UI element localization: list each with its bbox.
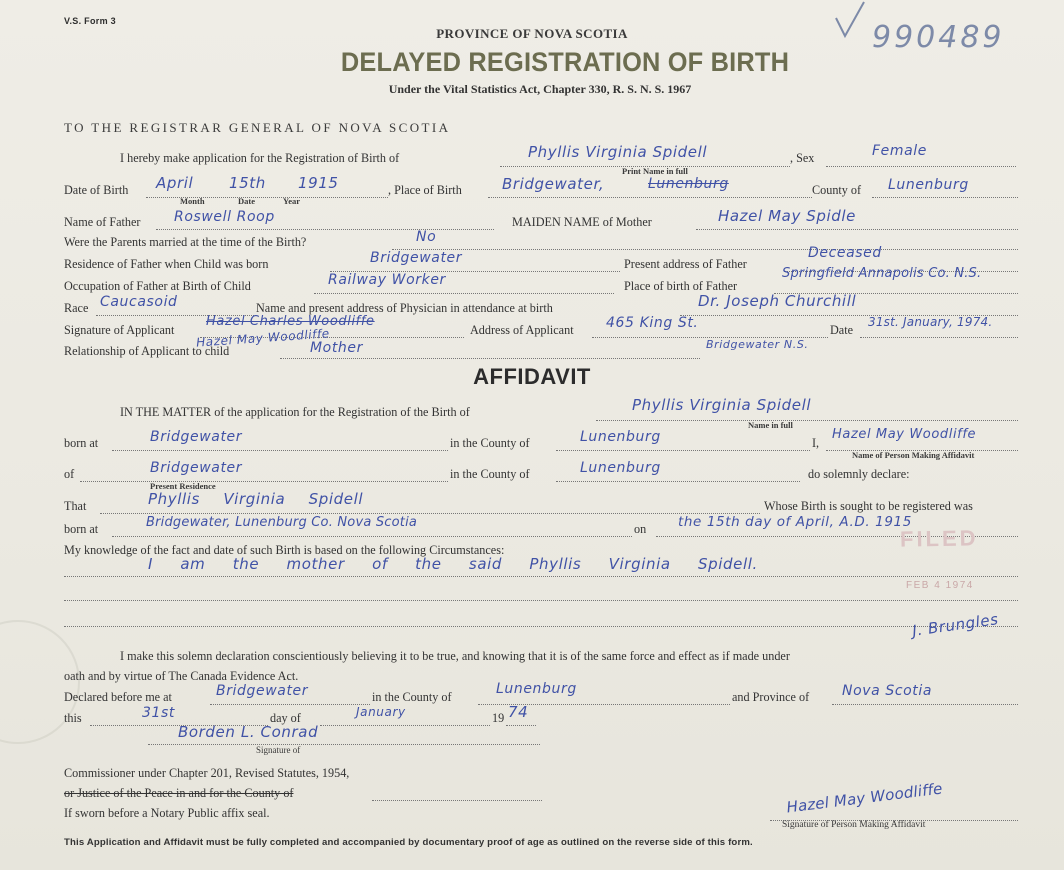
declared-at-line <box>210 704 370 705</box>
present-addr-value: Deceased <box>808 245 882 261</box>
father-label: Name of Father <box>64 215 141 229</box>
person-value: Hazel May Woodliffe <box>832 427 977 442</box>
form-title: DELAYED REGISTRATION OF BIRTH <box>340 47 790 77</box>
dob-month-value: April <box>156 174 194 192</box>
county-value-3: Lunenburg <box>580 460 661 476</box>
county-line <box>872 197 1018 198</box>
affidavit-heading: AFFIDAVIT <box>473 364 591 389</box>
married-value: No <box>416 229 437 245</box>
matter-line <box>596 420 1018 421</box>
province-label: and Province of <box>732 690 810 704</box>
form-number: V.S. Form 3 <box>64 16 116 26</box>
matter-child-value: Phyllis Virginia Spidell <box>632 396 812 414</box>
residence-hint: Present Residence <box>150 481 216 491</box>
notary-text: If sworn before a Notary Public affix seal. <box>64 806 270 820</box>
race-value: Caucasoid <box>100 294 178 310</box>
commissioner-text-1: Commissioner under Chapter 201, Revised Statutes, 1954, <box>64 766 350 780</box>
circumstance-line-2 <box>64 600 1018 601</box>
married-label: Were the Parents married at the time of the Birth? <box>64 235 307 249</box>
declared-county-value: Lunenburg <box>496 681 577 697</box>
name-in-full-hint: Name in full <box>748 420 793 430</box>
year-line <box>506 725 536 726</box>
province-line <box>832 704 1018 705</box>
margin-signature: J. Brungles <box>911 610 1000 640</box>
res-father-value: Bridgewater <box>370 250 463 266</box>
circumstance-line-1 <box>64 576 1018 577</box>
print-name-hint: Print Name in full <box>622 166 688 176</box>
county-label-3: in the County of <box>450 467 530 481</box>
born-at-label-2: born at <box>64 522 99 536</box>
of-label: of <box>64 467 75 481</box>
that-name-value: Phyllis Virginia Spidell <box>148 490 364 508</box>
addr-applicant-value-2: Bridgewater N.S. <box>706 338 809 351</box>
father-line <box>156 229 494 230</box>
footer-note: This Application and Affidavit must be fully completed and accompanied by documentary proof of age as outlined on the reverse side of this form. <box>64 837 753 848</box>
circumstance-value: I am the mother of the said Phyllis Virginia Spidell. <box>148 555 758 573</box>
province-value: Nova Scotia <box>842 683 933 699</box>
place-birth-father-value: Springfield Annapolis Co. N.S. <box>782 266 982 281</box>
addr-applicant-value: 465 King St. <box>606 315 699 331</box>
commissioner-county-line <box>372 800 542 801</box>
dob-label: Date of Birth <box>64 183 129 197</box>
res-father-label: Residence of Father when Child was born <box>64 257 269 271</box>
born-at-line <box>112 450 448 451</box>
apply-label: I hereby make application for the Registration of Birth of <box>120 151 400 165</box>
relationship-value: Mother <box>310 340 363 356</box>
occupation-line <box>314 293 614 294</box>
matter-label: IN THE MATTER of the application for the Registration of the Birth of <box>120 405 470 419</box>
commissioner-sig-line <box>148 744 540 745</box>
sig-applicant-label: Signature of Applicant <box>64 323 175 337</box>
pob-line <box>488 197 812 198</box>
registration-number: 990489 <box>872 20 1005 55</box>
mother-value: Hazel May Spidle <box>718 207 857 225</box>
date-label: Date <box>830 323 854 337</box>
county-value-2: Lunenburg <box>580 429 661 445</box>
month-hint: Month <box>180 196 205 206</box>
county-label: County of <box>812 183 862 197</box>
month-line <box>320 725 490 726</box>
month-value: January <box>356 705 406 719</box>
date-value: 31st. January, 1974. <box>868 315 993 329</box>
signature-of-hint: Signature of <box>256 745 301 755</box>
residence-value: Bridgewater <box>150 460 243 476</box>
circumstance-line-3 <box>64 626 1018 627</box>
mother-label: MAIDEN NAME of Mother <box>512 215 652 229</box>
physician-value: Dr. Joseph Churchill <box>698 292 857 310</box>
dob-date-value: 15th <box>229 174 266 192</box>
date-hint: Date <box>238 196 255 206</box>
county-value: Lunenburg <box>888 177 969 193</box>
county-line-3 <box>556 481 800 482</box>
father-value: Roswell Roop <box>174 209 275 225</box>
sex-label: , Sex <box>790 151 815 165</box>
residence-line <box>80 481 448 482</box>
sig-applicant-value: Hazel May Woodliffe <box>195 326 331 350</box>
race-label: Race <box>64 301 89 315</box>
solemn-text-1: I make this solemn declaration conscientiously believing it to be true, and knowing that it is of the same force and effect as if made under <box>120 649 790 663</box>
commissioner-signature: Borden L. Conrad <box>178 723 319 741</box>
child-name-value: Phyllis Virginia Spidell <box>528 143 708 161</box>
person-sig-hint: Signature of Person Making Affidavit <box>782 820 926 830</box>
born-at-line-2 <box>112 536 632 537</box>
day-of-label: day of <box>270 711 301 725</box>
relationship-label: Relationship of Applicant to child <box>64 344 230 358</box>
that-label: That <box>64 499 87 513</box>
day-value: 31st <box>142 705 175 721</box>
physician-label: Name and present address of Physician in attendance at birth <box>256 301 553 315</box>
filed-stamp: FILED <box>899 525 979 552</box>
province-heading: PROVINCE OF NOVA SCOTIA <box>436 26 628 41</box>
sex-value: Female <box>872 143 927 159</box>
present-addr-label: Present address of Father <box>624 257 747 271</box>
filed-date-stamp: FEB 4 1974 <box>906 580 974 591</box>
form-subtitle: Under the Vital Statistics Act, Chapter 330, R. S. N. S. 1967 <box>388 82 692 96</box>
this-label: this <box>64 711 82 725</box>
born-at-value-2: Bridgewater, Lunenburg Co. Nova Scotia <box>146 515 418 530</box>
whose-label: Whose Birth is sought to be registered was <box>764 499 973 513</box>
addr-applicant-label: Address of Applicant <box>470 323 574 337</box>
occupation-label: Occupation of Father at Birth of Child <box>64 279 251 293</box>
check-mark-icon <box>833 0 867 40</box>
relationship-line <box>280 358 700 359</box>
addressee-line: TO THE REGISTRAR GENERAL OF NOVA SCOTIA <box>64 120 451 135</box>
year-prefix: 19 <box>492 711 505 725</box>
on-date-value: the 15th day of April, A.D. 1915 <box>678 514 912 530</box>
dob-year-value: 1915 <box>298 174 339 192</box>
declared-at-value: Bridgewater <box>216 683 309 699</box>
person-signature: Hazel May Woodliffe <box>785 779 944 817</box>
place-birth-father-label: Place of birth of Father <box>624 279 738 293</box>
knowledge-label: My knowledge of the fact and date of such Birth is based on the following Circumstances: <box>64 543 505 557</box>
declared-county-label: in the County of <box>372 690 452 704</box>
pob-label: , Place of Birth <box>388 183 462 197</box>
on-label: on <box>634 522 647 536</box>
married-line <box>392 249 1018 250</box>
pob-struck-value: Lunenburg <box>648 176 729 192</box>
county-line-2 <box>556 450 810 451</box>
declared-label: Declared before me at <box>64 690 172 704</box>
commissioner-text-2: or Justice of the Peace in and for the County of <box>64 786 294 800</box>
year-value: 74 <box>508 703 529 721</box>
solemn-text-2: oath and by virtue of The Canada Evidence Act. <box>64 669 299 683</box>
born-at-label: born at <box>64 436 99 450</box>
sex-line <box>826 166 1016 167</box>
occupation-value: Railway Worker <box>328 272 446 288</box>
county-label-2: in the County of <box>450 436 530 450</box>
born-at-value: Bridgewater <box>150 429 243 445</box>
that-line <box>100 513 760 514</box>
pob-value: Bridgewater, <box>502 175 605 193</box>
mother-line <box>696 229 1018 230</box>
date-line <box>860 337 1018 338</box>
person-hint: Name of Person Making Affidavit <box>852 450 975 460</box>
sig-applicant-struck: Hazel Charles Woodliffe <box>206 314 375 329</box>
i-label: I, <box>812 436 820 450</box>
year-hint: Year <box>283 196 300 206</box>
declare-label: do solemnly declare: <box>808 467 910 481</box>
